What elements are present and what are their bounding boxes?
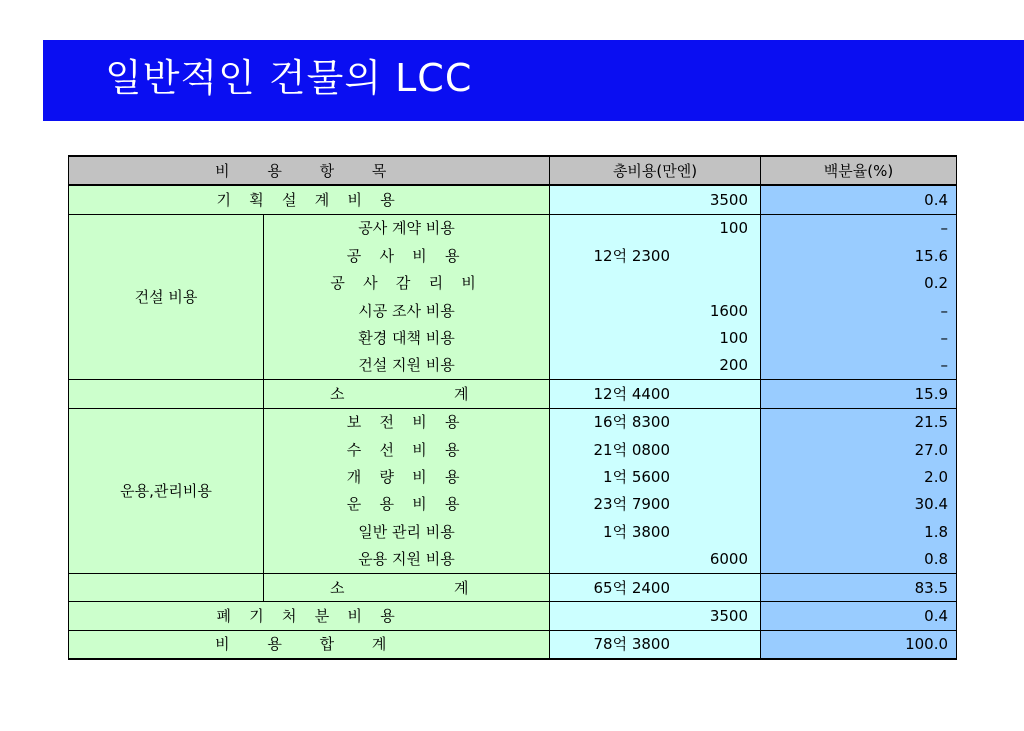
cell-percent: – <box>761 352 957 380</box>
cell-percent: 15.9 <box>761 380 957 408</box>
row-label: 개 량 비 용 <box>264 463 550 490</box>
cell-total <box>550 380 761 408</box>
cell-percent: 15.6 <box>761 242 957 269</box>
cell-percent: 1.8 <box>761 518 957 545</box>
amount-value: 16억 8300 <box>593 413 671 432</box>
amount-value: 1억 5600 <box>603 467 671 486</box>
cell-percent: 0.4 <box>761 602 957 630</box>
table-row <box>69 214 957 242</box>
row-label: 기 획 설 계 비 용 <box>69 185 550 214</box>
amount-value: 78억 3800 <box>593 635 671 654</box>
row-label: 보 전 비 용 <box>264 408 550 436</box>
cell-total: 3500 <box>550 185 761 214</box>
table-header-row <box>69 156 957 185</box>
cell-total: 3500 <box>550 602 761 630</box>
row-label: 공 사 비 용 <box>264 242 550 269</box>
subtotal-label-left: 소 <box>330 578 345 597</box>
table-row-planning <box>69 185 957 214</box>
row-label: 운용 지원 비용 <box>264 545 550 573</box>
row-label: 비 용 합 계 <box>69 630 550 659</box>
amount-value: 12억 2300 <box>593 246 671 265</box>
subtotal-label-right: 계 <box>454 578 469 597</box>
title-banner <box>43 40 1024 121</box>
cell-percent: 0.4 <box>761 185 957 214</box>
header-percentage: 백분율(%) <box>761 156 957 185</box>
cell-total: 6000 <box>550 545 761 573</box>
cell-percent: – <box>761 297 957 324</box>
subtotal-label-right: 계 <box>454 384 469 403</box>
group-label-construction: 건설 비용 <box>69 214 264 379</box>
amount-value: 12억 4400 <box>593 384 671 403</box>
row-label: 수 선 비 용 <box>264 436 550 463</box>
cell-percent: 21.5 <box>761 408 957 436</box>
cell-percent: 30.4 <box>761 491 957 518</box>
cell-total <box>550 463 761 490</box>
row-label: 운 용 비 용 <box>264 491 550 518</box>
subtotal-group-cell <box>69 573 264 601</box>
table-row-grand-total <box>69 630 957 659</box>
amount-value: 65억 2400 <box>593 578 671 597</box>
cell-total: 100 <box>550 324 761 351</box>
row-label: 공 사 감 리 비 <box>264 270 550 297</box>
table-row-subtotal <box>69 380 957 408</box>
cell-total <box>550 491 761 518</box>
amount-value: 1억 3800 <box>603 522 671 541</box>
row-label: 시공 조사 비용 <box>264 297 550 324</box>
cell-percent: 27.0 <box>761 436 957 463</box>
cell-total: 200 <box>550 352 761 380</box>
table-row <box>69 408 957 436</box>
lcc-cost-table <box>68 155 957 660</box>
row-label: 공사 계약 비용 <box>264 214 550 242</box>
amount-value: 21억 0800 <box>593 440 671 459</box>
cell-total <box>550 436 761 463</box>
page-title: 일반적인 건물의 LCC <box>105 56 473 100</box>
cell-total: 1600 <box>550 297 761 324</box>
row-label: 환경 대책 비용 <box>264 324 550 351</box>
cell-percent: 100.0 <box>761 630 957 659</box>
amount-value: 23억 7900 <box>593 495 671 514</box>
header-total-cost: 총비용(만엔) <box>550 156 761 185</box>
subtotal-label <box>264 380 550 408</box>
cell-total <box>550 270 761 297</box>
subtotal-group-cell <box>69 380 264 408</box>
cell-total <box>550 573 761 601</box>
cell-percent: 0.8 <box>761 545 957 573</box>
table-row-disposal <box>69 602 957 630</box>
header-cost-item: 비 용 항 목 <box>69 156 550 185</box>
cell-total <box>550 408 761 436</box>
cell-percent: 0.2 <box>761 270 957 297</box>
cell-percent: – <box>761 324 957 351</box>
row-label: 폐 기 처 분 비 용 <box>69 602 550 630</box>
cell-total <box>550 518 761 545</box>
cell-percent: – <box>761 214 957 242</box>
cell-total: 100 <box>550 214 761 242</box>
group-label-operation: 운용,관리비용 <box>69 408 264 573</box>
cell-total <box>550 630 761 659</box>
cell-total <box>550 242 761 269</box>
subtotal-label-left: 소 <box>330 384 345 403</box>
subtotal-label <box>264 573 550 601</box>
row-label: 일반 관리 비용 <box>264 518 550 545</box>
row-label: 건설 지원 비용 <box>264 352 550 380</box>
cell-percent: 2.0 <box>761 463 957 490</box>
cell-percent: 83.5 <box>761 573 957 601</box>
table-row-subtotal <box>69 573 957 601</box>
